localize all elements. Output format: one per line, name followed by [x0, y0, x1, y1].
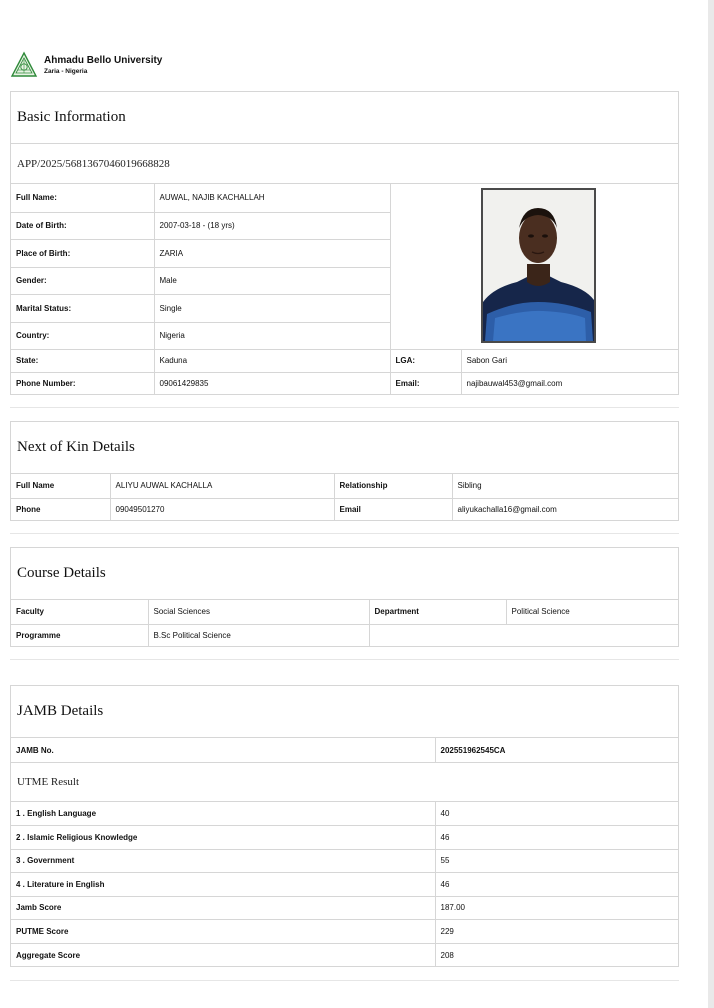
phone-label: Phone Number:	[11, 372, 154, 395]
dob-label: Date of Birth:	[11, 212, 154, 239]
lga-value: Sabon Gari	[461, 349, 678, 372]
jamb-number-table	[11, 738, 678, 762]
course-details-panel	[10, 547, 679, 647]
full-name-label: Full Name:	[11, 184, 154, 212]
applicant-photo	[481, 188, 596, 343]
nok-phone-value: 09049501270	[110, 498, 334, 521]
basic-information-title: Basic Information	[11, 92, 678, 144]
empty-cell	[369, 624, 678, 647]
state-label: State:	[11, 349, 154, 372]
email-label: Email:	[390, 372, 461, 395]
aggregate-score-label: Aggregate Score	[11, 943, 435, 967]
jamb-details-panel	[10, 685, 679, 967]
faculty-label: Faculty	[11, 600, 148, 624]
programme-label: Programme	[11, 624, 148, 647]
nok-full-name-label: Full Name	[11, 474, 110, 498]
email-value: najibauwal453@gmail.com	[461, 372, 678, 395]
nok-full-name-value: ALIYU AUWAL KACHALLA	[110, 474, 334, 498]
page-edge	[708, 0, 714, 1008]
putme-score-label: PUTME Score	[11, 920, 435, 944]
next-of-kin-title: Next of Kin Details	[11, 422, 678, 474]
section-divider	[10, 533, 679, 534]
gender-label: Gender:	[11, 267, 154, 294]
nok-relationship-value: Sibling	[452, 474, 678, 498]
nok-email-label: Email	[334, 498, 452, 521]
marital-status-value: Single	[154, 294, 390, 322]
putme-score-value: 229	[435, 920, 678, 944]
next-of-kin-panel	[10, 421, 679, 521]
faculty-value: Social Sciences	[148, 600, 369, 624]
subject-score: 46	[435, 873, 678, 897]
photo-cell	[390, 184, 678, 349]
subject-label: 4 . Literature in English	[11, 873, 435, 897]
pob-value: ZARIA	[154, 239, 390, 267]
jamb-number-label: JAMB No.	[11, 738, 435, 762]
lga-label: LGA:	[390, 349, 461, 372]
course-details-table	[11, 600, 678, 647]
university-logo-icon	[10, 51, 38, 79]
basic-information-table	[11, 184, 678, 395]
phone-value: 09061429835	[154, 372, 390, 395]
dob-value: 2007-03-18 - (18 yrs)	[154, 212, 390, 239]
subject-score: 40	[435, 802, 678, 826]
utme-result-title: UTME Result	[11, 762, 678, 802]
subject-label: 3 . Government	[11, 849, 435, 873]
country-label: Country:	[11, 322, 154, 349]
jamb-score-value: 187.00	[435, 896, 678, 920]
jamb-details-title: JAMB Details	[11, 686, 678, 738]
jamb-number-value: 202551962545CA	[435, 738, 678, 762]
full-name-value: AUWAL, NAJIB KACHALLAH	[154, 184, 390, 212]
section-divider	[10, 407, 679, 408]
section-divider	[10, 659, 679, 660]
country-value: Nigeria	[154, 322, 390, 349]
nok-email-value: aliyukachalla16@gmail.com	[452, 498, 678, 521]
nok-relationship-label: Relationship	[334, 474, 452, 498]
gender-value: Male	[154, 267, 390, 294]
subject-label: 1 . English Language	[11, 802, 435, 826]
utme-result-table	[11, 802, 678, 967]
university-name: Ahmadu Bello University	[44, 55, 163, 66]
jamb-score-label: Jamb Score	[11, 896, 435, 920]
next-of-kin-table	[11, 474, 678, 521]
marital-status-label: Marital Status:	[11, 294, 154, 322]
subject-score: 55	[435, 849, 678, 873]
pob-label: Place of Birth:	[11, 239, 154, 267]
university-location: Zaria - Nigeria	[44, 68, 88, 75]
nok-phone-label: Phone	[11, 498, 110, 521]
department-value: Political Science	[506, 600, 678, 624]
application-number: APP/2025/5681367046019668828	[11, 144, 678, 184]
page-header	[10, 50, 162, 80]
department-label: Department	[369, 600, 506, 624]
subject-label: 2 . Islamic Religious Knowledge	[11, 826, 435, 850]
section-divider	[10, 980, 679, 981]
programme-value: B.Sc Political Science	[148, 624, 369, 647]
basic-information-panel	[10, 91, 679, 395]
course-details-title: Course Details	[11, 548, 678, 600]
subject-score: 46	[435, 826, 678, 850]
aggregate-score-value: 208	[435, 943, 678, 967]
state-value: Kaduna	[154, 349, 390, 372]
